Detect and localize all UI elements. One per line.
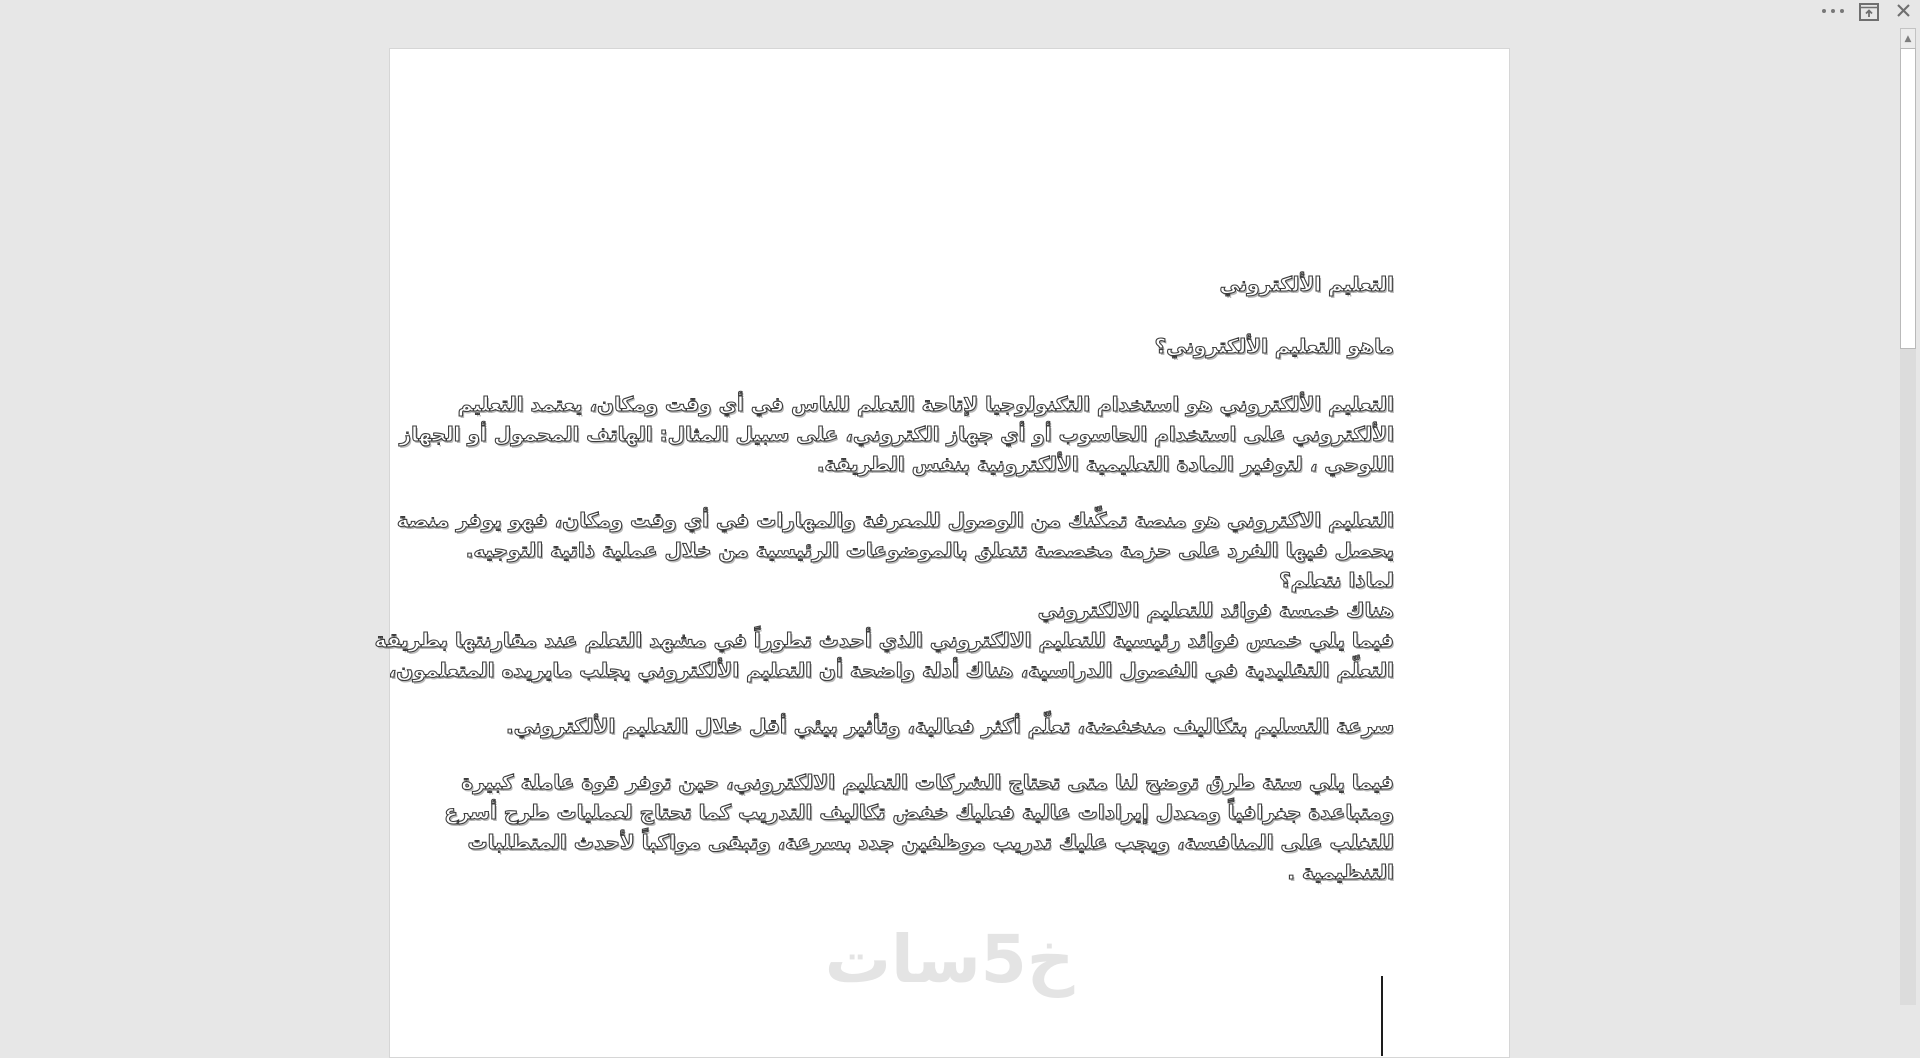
paragraph-line: التعليم الألكتروني هو استخدام التكنولوجيا لإتاحة التعلم للناس في أي وقت ومكان، يعتمد التعليم bbox=[457, 392, 1394, 416]
paragraph bbox=[399, 389, 1394, 479]
ellipsis-icon bbox=[1840, 9, 1844, 13]
paragraph-line: فيما يلي خمس فوائد رئيسية للتعليم الالكتروني الذي أحدث تطوراً في مشهد التعلم عند مقارنتها بطريقة bbox=[374, 628, 1394, 652]
more-options-button[interactable] bbox=[1822, 9, 1848, 15]
khamsat-watermark-logo: خ5سات bbox=[824, 921, 1075, 998]
document-content bbox=[374, 49, 1394, 913]
document-page bbox=[374, 48, 1510, 1058]
paragraph bbox=[374, 505, 1394, 685]
paragraph-line: ومتباعدة جغرافياً ومعدل إيرادات عالية فعليك خفض تكاليف التدريب كما تحتاج لعمليات طرح أسرع bbox=[444, 800, 1394, 824]
paragraph bbox=[444, 767, 1394, 887]
scroll-up-icon: ▲ bbox=[1904, 33, 1912, 44]
paragraph-line: فيما يلي ستة طرق توضح لنا متى تحتاج الشركات التعليم الالكتروني، حين توفر قوة عاملة كبيرة bbox=[461, 770, 1394, 794]
paragraph-line: سرعة التسليم بتكاليف منخفضة، تعلّم أكثر فعالية، وتأثير بيئي أقل خلال التعليم الألكتروني. bbox=[506, 714, 1394, 738]
paragraph-line: هناك خمسة فوائد للتعليم الالكتروني bbox=[1037, 598, 1394, 622]
paragraph-line: للتغلب على المنافسة، ويجب عليك تدريب موظفين جدد بسرعة، وتبقى مواكباً لأحدث المتطلبات bbox=[467, 830, 1394, 854]
paragraph bbox=[506, 711, 1394, 741]
ellipsis-icon bbox=[1831, 9, 1835, 13]
scrollbar-thumb[interactable] bbox=[1900, 48, 1916, 349]
paragraph-line: التنظيمية . bbox=[1287, 860, 1394, 884]
scroll-up-button[interactable] bbox=[1900, 28, 1916, 49]
doc-subtitle: ماهو التعليم الألكتروني؟ bbox=[1154, 334, 1394, 358]
paragraph-line: اللوحي ، لتوفير المادة التعليمية الألكترونية بنفس الطريقة. bbox=[816, 452, 1394, 476]
ellipsis-icon bbox=[1822, 9, 1826, 13]
text-cursor bbox=[1381, 976, 1383, 1056]
paragraph-line: يحصل فيها الفرد على حزمة مخصصة تتعلق بالموضوعات الرئيسية من خلال عملية ذاتية التوجيه. bbox=[465, 538, 1394, 562]
paragraph-line: لماذا نتعلم؟ bbox=[1279, 568, 1394, 592]
paragraph-line: التعليم الاكتروني هو منصة تمكّنك من الوصول للمعرفة والمهارات في أي وقت ومكان، فهو يوفر منصة bbox=[396, 508, 1394, 532]
paragraph-line: الألكتروني على استخدام الحاسوب أو أي جهاز الكتروني، على سبيل المثال: الهاتف المحمول أو الجهاز bbox=[399, 422, 1394, 446]
paragraph-line: التعلّم التقليدية في الفصول الدراسية، هناك أدلة واضحة أن التعليم الألكتروني يجلب مايريده المتعلمون، bbox=[388, 658, 1394, 682]
pop-out-icon bbox=[1859, 3, 1879, 21]
close-icon bbox=[1896, 3, 1911, 18]
doc-title: التعليم الألكتروني bbox=[1219, 272, 1394, 296]
popout-button[interactable] bbox=[1859, 3, 1879, 21]
close-button[interactable] bbox=[1896, 3, 1911, 18]
vertical-scrollbar[interactable] bbox=[1900, 28, 1916, 1005]
